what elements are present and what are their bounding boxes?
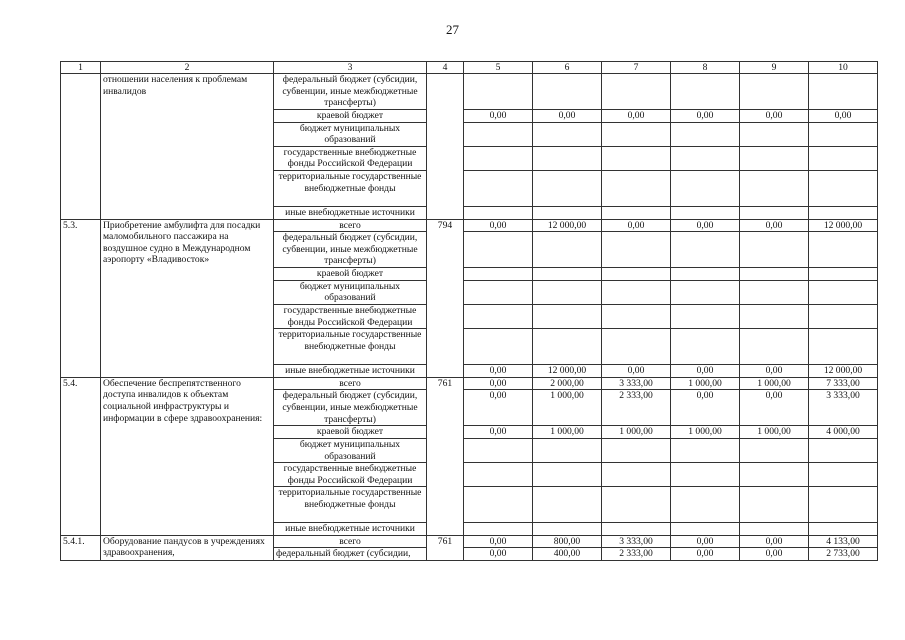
amount-cell xyxy=(671,74,740,110)
amount-cell xyxy=(602,122,671,146)
funding-source: краевой бюджет xyxy=(274,268,427,281)
amount-cell xyxy=(533,463,602,487)
amount-cell xyxy=(809,463,878,487)
amount-cell xyxy=(740,74,809,110)
amount-cell xyxy=(533,304,602,328)
funding-source: иные внебюджетные источники xyxy=(274,206,427,219)
amount-cell: 4 133,00 xyxy=(809,535,878,548)
amount-cell xyxy=(671,268,740,281)
amount-cell xyxy=(809,523,878,536)
item-number: 5.4.1. xyxy=(61,535,101,560)
page-number: 27 xyxy=(446,22,459,37)
item-number xyxy=(61,74,101,220)
funding-source: федеральный бюджет (субсидии, xyxy=(274,548,427,561)
item-name: Оборудование пандусов в учреждениях здравоохранения, xyxy=(101,535,274,560)
amount-cell xyxy=(602,170,671,206)
amount-cell xyxy=(602,206,671,219)
amount-cell xyxy=(740,122,809,146)
column-header: 2 xyxy=(101,62,274,74)
responsible-code: 761 xyxy=(427,377,464,535)
amount-cell: 0,00 xyxy=(464,377,533,390)
funding-source: государственные внебюджетные фонды Российской Федерации xyxy=(274,304,427,328)
table-row xyxy=(61,219,878,232)
amount-cell xyxy=(464,146,533,170)
amount-cell: 0,00 xyxy=(464,426,533,439)
column-header: 8 xyxy=(671,62,740,74)
amount-cell xyxy=(602,463,671,487)
funding-source: всего xyxy=(274,535,427,548)
amount-cell: 0,00 xyxy=(671,219,740,232)
column-header-row xyxy=(61,62,878,74)
amount-cell xyxy=(533,122,602,146)
amount-cell xyxy=(464,232,533,268)
amount-cell xyxy=(671,487,740,523)
amount-cell: 0,00 xyxy=(602,110,671,123)
column-header: 10 xyxy=(809,62,878,74)
amount-cell: 0,00 xyxy=(464,535,533,548)
amount-cell xyxy=(602,268,671,281)
item-name: Обеспечение беспрепятственного доступа инвалидов к объектам социальной инфраструктуры и информации в сфере здравоохранения: xyxy=(101,377,274,535)
funding-source: федеральный бюджет (субсидии, субвенции, иные межбюджетные трансферты) xyxy=(274,390,427,426)
amount-cell xyxy=(809,438,878,462)
amount-cell: 2 000,00 xyxy=(533,377,602,390)
amount-cell xyxy=(464,438,533,462)
responsible-code: 794 xyxy=(427,219,464,377)
amount-cell xyxy=(809,74,878,110)
amount-cell xyxy=(740,487,809,523)
amount-cell xyxy=(533,146,602,170)
amount-cell xyxy=(464,74,533,110)
funding-source: бюджет муниципальных образований xyxy=(274,122,427,146)
amount-cell xyxy=(740,304,809,328)
item-name: Приобретение амбулифта для посадки маломобильного пассажира на воздушное судно в Международном аэропорту «Владивосток» xyxy=(101,219,274,377)
amount-cell xyxy=(464,206,533,219)
amount-cell xyxy=(602,487,671,523)
amount-cell xyxy=(740,280,809,304)
amount-cell: 0,00 xyxy=(740,390,809,426)
table-row xyxy=(61,74,878,110)
amount-cell xyxy=(671,280,740,304)
funding-source: краевой бюджет xyxy=(274,426,427,439)
amount-cell xyxy=(740,438,809,462)
amount-cell xyxy=(533,523,602,536)
funding-source: краевой бюджет xyxy=(274,110,427,123)
funding-source: территориальные государственные внебюджетные фонды xyxy=(274,487,427,523)
amount-cell: 0,00 xyxy=(671,110,740,123)
amount-cell: 0,00 xyxy=(740,110,809,123)
amount-cell: 0,00 xyxy=(671,390,740,426)
amount-cell xyxy=(464,463,533,487)
amount-cell xyxy=(602,146,671,170)
amount-cell: 0,00 xyxy=(464,365,533,378)
amount-cell xyxy=(740,329,809,365)
amount-cell: 0,00 xyxy=(740,219,809,232)
amount-cell: 12 000,00 xyxy=(809,365,878,378)
amount-cell: 0,00 xyxy=(533,110,602,123)
item-name: отношении населения к проблемам инвалидов xyxy=(101,74,274,220)
amount-cell xyxy=(740,206,809,219)
amount-cell xyxy=(671,232,740,268)
amount-cell: 0,00 xyxy=(671,365,740,378)
amount-cell: 0,00 xyxy=(740,365,809,378)
amount-cell xyxy=(533,206,602,219)
amount-cell xyxy=(464,170,533,206)
funding-source: государственные внебюджетные фонды Российской Федерации xyxy=(274,463,427,487)
amount-cell: 4 000,00 xyxy=(809,426,878,439)
amount-cell: 0,00 xyxy=(464,219,533,232)
funding-source: всего xyxy=(274,377,427,390)
amount-cell xyxy=(671,438,740,462)
amount-cell: 0,00 xyxy=(671,548,740,561)
amount-cell xyxy=(671,122,740,146)
funding-source: федеральный бюджет (субсидии, субвенции, иные межбюджетные трансферты) xyxy=(274,232,427,268)
amount-cell xyxy=(809,122,878,146)
amount-cell xyxy=(671,146,740,170)
funding-source: иные внебюджетные источники xyxy=(274,365,427,378)
amount-cell xyxy=(671,304,740,328)
amount-cell xyxy=(602,74,671,110)
amount-cell xyxy=(740,523,809,536)
column-header: 4 xyxy=(427,62,464,74)
amount-cell xyxy=(533,329,602,365)
amount-cell: 0,00 xyxy=(740,535,809,548)
amount-cell: 0,00 xyxy=(602,365,671,378)
amount-cell xyxy=(740,268,809,281)
amount-cell xyxy=(602,329,671,365)
amount-cell: 3 333,00 xyxy=(602,535,671,548)
funding-source: территориальные государственные внебюджетные фонды xyxy=(274,170,427,206)
amount-cell: 800,00 xyxy=(533,535,602,548)
table-row xyxy=(61,377,878,390)
funding-source: территориальные государственные внебюджетные фонды xyxy=(274,329,427,365)
amount-cell xyxy=(464,280,533,304)
amount-cell xyxy=(809,280,878,304)
amount-cell xyxy=(464,304,533,328)
amount-cell: 2 333,00 xyxy=(602,390,671,426)
amount-cell xyxy=(464,122,533,146)
amount-cell xyxy=(533,487,602,523)
amount-cell xyxy=(740,170,809,206)
amount-cell xyxy=(809,206,878,219)
column-header: 1 xyxy=(61,62,101,74)
responsible-code: 761 xyxy=(427,535,464,560)
amount-cell: 12 000,00 xyxy=(533,365,602,378)
amount-cell xyxy=(464,268,533,281)
table-row xyxy=(61,535,878,548)
amount-cell xyxy=(809,232,878,268)
funding-source: бюджет муниципальных образований xyxy=(274,438,427,462)
responsible-code xyxy=(427,74,464,220)
amount-cell: 12 000,00 xyxy=(809,219,878,232)
amount-cell xyxy=(809,146,878,170)
amount-cell: 1 000,00 xyxy=(740,426,809,439)
column-header: 9 xyxy=(740,62,809,74)
amount-cell xyxy=(740,146,809,170)
amount-cell: 1 000,00 xyxy=(533,426,602,439)
funding-source: бюджет муниципальных образований xyxy=(274,280,427,304)
amount-cell: 0,00 xyxy=(671,535,740,548)
amount-cell xyxy=(533,74,602,110)
amount-cell xyxy=(533,280,602,304)
amount-cell: 12 000,00 xyxy=(533,219,602,232)
amount-cell xyxy=(809,170,878,206)
amount-cell: 0,00 xyxy=(464,548,533,561)
funding-source: государственные внебюджетные фонды Российской Федерации xyxy=(274,146,427,170)
amount-cell: 1 000,00 xyxy=(602,426,671,439)
amount-cell xyxy=(740,232,809,268)
amount-cell xyxy=(533,232,602,268)
amount-cell: 1 000,00 xyxy=(740,377,809,390)
amount-cell xyxy=(464,523,533,536)
amount-cell xyxy=(671,463,740,487)
amount-cell xyxy=(464,487,533,523)
amount-cell xyxy=(602,304,671,328)
column-header: 6 xyxy=(533,62,602,74)
amount-cell: 0,00 xyxy=(464,110,533,123)
amount-cell: 2 333,00 xyxy=(602,548,671,561)
column-header: 3 xyxy=(274,62,427,74)
amount-cell xyxy=(671,206,740,219)
amount-cell: 0,00 xyxy=(464,390,533,426)
column-header: 5 xyxy=(464,62,533,74)
amount-cell xyxy=(602,280,671,304)
amount-cell: 1 000,00 xyxy=(533,390,602,426)
amount-cell xyxy=(602,523,671,536)
amount-cell xyxy=(602,438,671,462)
amount-cell xyxy=(671,170,740,206)
amount-cell xyxy=(602,232,671,268)
funding-source: иные внебюджетные источники xyxy=(274,523,427,536)
column-header: 7 xyxy=(602,62,671,74)
amount-cell xyxy=(809,487,878,523)
item-number: 5.4. xyxy=(61,377,101,535)
amount-cell: 2 733,00 xyxy=(809,548,878,561)
amount-cell xyxy=(809,304,878,328)
amount-cell: 1 000,00 xyxy=(671,426,740,439)
item-number: 5.3. xyxy=(61,219,101,377)
amount-cell: 0,00 xyxy=(740,548,809,561)
amount-cell xyxy=(464,329,533,365)
amount-cell xyxy=(671,329,740,365)
amount-cell xyxy=(740,463,809,487)
amount-cell xyxy=(809,329,878,365)
amount-cell: 0,00 xyxy=(602,219,671,232)
amount-cell xyxy=(533,268,602,281)
amount-cell xyxy=(533,438,602,462)
amount-cell xyxy=(671,523,740,536)
funding-source: всего xyxy=(274,219,427,232)
funding-source: федеральный бюджет (субсидии, субвенции, иные межбюджетные трансферты) xyxy=(274,74,427,110)
amount-cell: 1 000,00 xyxy=(671,377,740,390)
amount-cell: 0,00 xyxy=(809,110,878,123)
amount-cell: 3 333,00 xyxy=(809,390,878,426)
amount-cell: 3 333,00 xyxy=(602,377,671,390)
amount-cell xyxy=(533,170,602,206)
budget-table xyxy=(60,61,878,561)
amount-cell xyxy=(809,268,878,281)
amount-cell: 400,00 xyxy=(533,548,602,561)
amount-cell: 7 333,00 xyxy=(809,377,878,390)
